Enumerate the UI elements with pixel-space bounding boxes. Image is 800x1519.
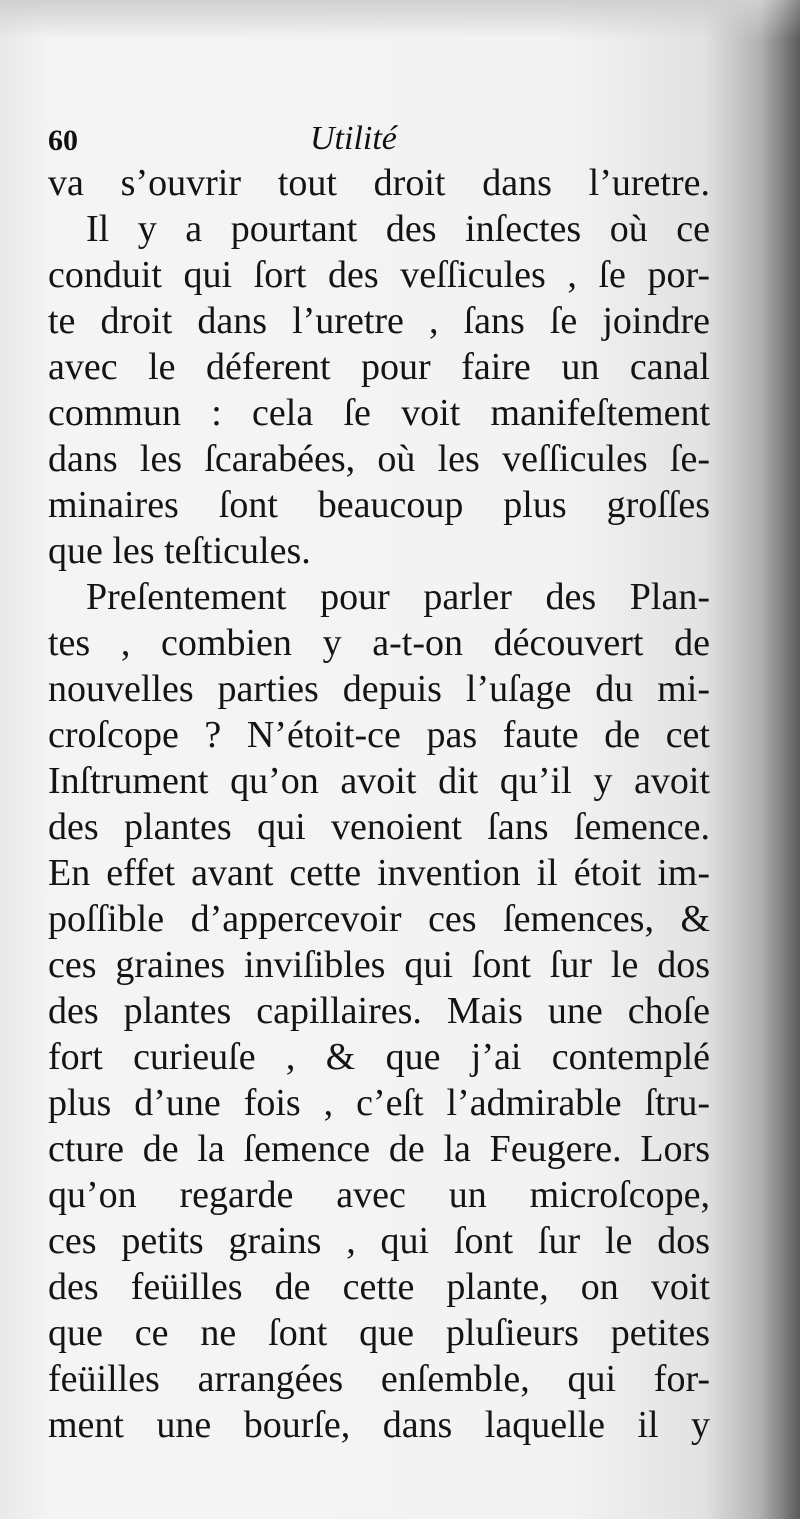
text-line: nouvelles parties depuis l’uſage du mi- — [48, 668, 710, 710]
text-line: que les teſticules. — [48, 530, 311, 572]
text-line: va s’ouvrir tout droit dans l’uretre. — [48, 162, 710, 204]
text-line: qu’on regarde avec un microſcope, — [48, 1174, 710, 1216]
text-line: commun : cela ſe voit manifeſtement — [48, 392, 710, 434]
text-line: Il y a pourtant des inſectes où ce — [86, 208, 710, 250]
page-top-shadow — [0, 0, 800, 40]
text-line: tes , combien y a-t-on découvert de — [48, 622, 710, 664]
text-line: En effet avant cette invention il étoit im- — [48, 852, 710, 894]
text-line: dans les ſcarabées, où les veſſicules ſe- — [48, 438, 710, 480]
text-line: Inſtrument qu’on avoit dit qu’il y avoit — [48, 760, 710, 802]
text-line: feüilles arrangées enſemble, qui for- — [48, 1358, 710, 1400]
text-line: ces petits grains , qui ſont ſur le dos — [48, 1220, 710, 1262]
text-line: Preſentement pour parler des Plan- — [86, 576, 710, 618]
text-line: que ce ne ſont que pluſieurs petites — [48, 1312, 710, 1354]
text-line: ment une bourſe, dans laquelle il y — [48, 1404, 710, 1446]
body-text — [48, 160, 710, 1448]
text-line: croſcope ? N’étoit-ce pas faute de cet — [48, 714, 710, 756]
text-line: des plantes qui venoient ſans ſemence. — [48, 806, 710, 848]
text-line: fort curieuſe , & que j’ai contemplé — [48, 1036, 710, 1078]
page-spine-shadow — [760, 0, 800, 1519]
text-line: des plantes capillaires. Mais une choſe — [48, 990, 710, 1032]
text-line: conduit qui ſort des veſſicules , ſe por- — [48, 254, 710, 296]
text-line: cture de la ſemence de la Feugere. Lors — [48, 1128, 710, 1170]
text-line: des feüilles de cette plante, on voit — [48, 1266, 710, 1308]
text-line: te droit dans l’uretre , ſans ſe joindre — [48, 300, 710, 342]
text-line: avec le déferent pour faire un canal — [48, 346, 710, 388]
page-number: 60 — [48, 124, 78, 157]
text-line: minaires ſont beaucoup plus groſſes — [48, 484, 710, 526]
running-head: Utilité — [310, 120, 397, 157]
text-line: poſſible d’appercevoir ces ſemences, & — [48, 898, 710, 940]
text-line: ces graines inviſibles qui ſont ſur le dos — [48, 944, 710, 986]
text-line: plus d’une fois , c’eſt l’admirable ſtru- — [48, 1082, 710, 1124]
